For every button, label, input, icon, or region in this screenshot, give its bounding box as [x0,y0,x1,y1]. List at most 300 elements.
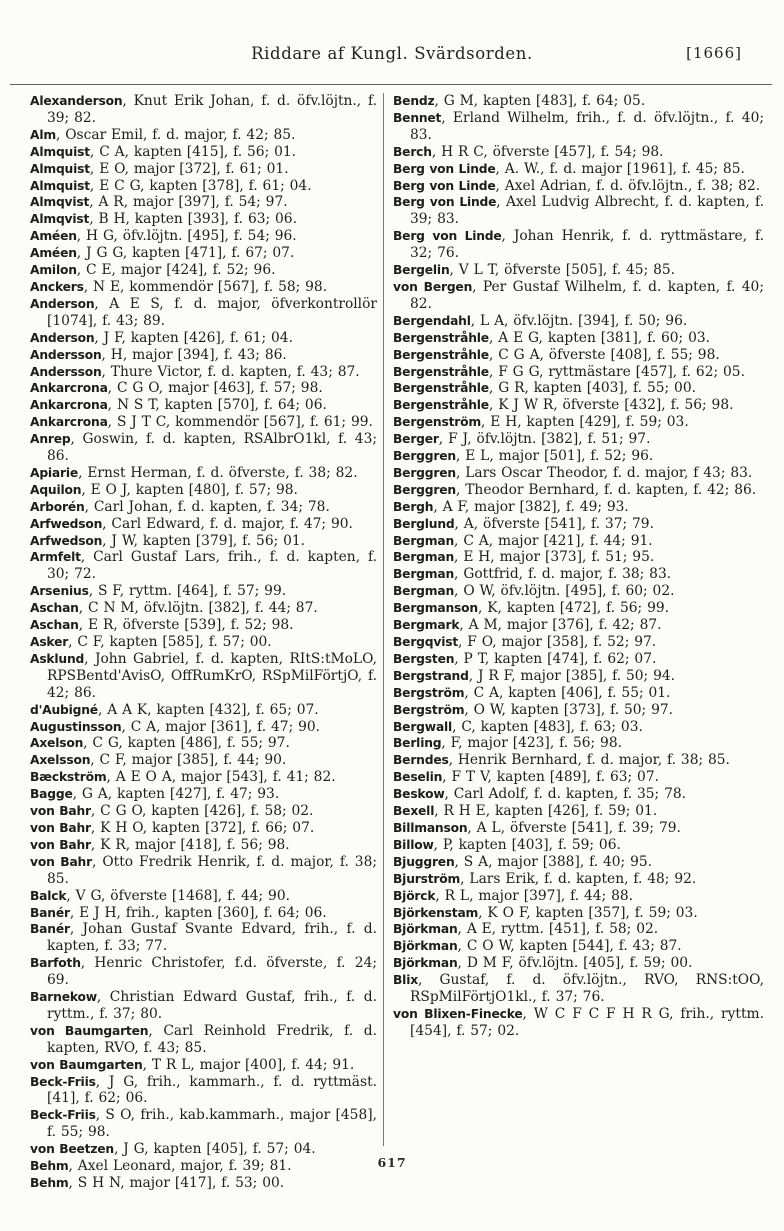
entry-details: , Per Gustaf Wilhelm, f. d. kapten, f. 40; 82. [410,278,764,312]
entry-surname: Bergmark [393,618,460,633]
entry-details: , F O, major [358], f. 52; 97. [458,634,657,650]
page-number: 617 [377,1155,407,1170]
entry-surname: Alm [30,127,56,142]
entry-surname: Apiarie [30,465,79,480]
entry-surname: Axelsson [30,753,91,768]
list-item [30,1107,377,1141]
entry-surname: von Beetzen [30,1142,114,1157]
entry-surname: Billow [393,837,434,852]
list-item [393,228,764,262]
entry-surname: Bergenström [393,415,481,430]
entry-details: , A L, öfverste [541], f. 39; 79. [467,819,681,836]
list-item [393,854,764,871]
entry-surname: Anderson [30,330,95,345]
list-item [393,837,764,854]
list-item [393,617,764,634]
list-item [30,1175,377,1192]
entry-surname: Beck-Friis [30,1108,96,1123]
list-item [30,769,377,786]
entry-surname: Armfelt [30,550,81,565]
list-item [393,938,764,955]
entry-surname: Bergqvist [393,635,459,649]
entry-details: , V L T, öfverste [505], f. 45; 85. [449,262,676,279]
list-item [393,735,764,752]
entry-surname: Billmanson [393,820,468,835]
entry-surname: Anderson [30,296,95,311]
list-item [30,888,377,905]
entry-surname: Blix [393,973,418,988]
list-item [393,955,764,972]
list-item [30,1023,377,1057]
entry-surname: Berg von Linde [393,229,502,244]
list-item [393,702,764,719]
entry-details: , E H, major [373], f. 51; 95. [454,549,655,566]
entry-details: , A R, major [397], f. 54; 97. [89,194,288,211]
list-item [393,668,764,685]
list-item [393,144,764,161]
entry-surname: Améen [30,246,77,261]
list-item [393,516,764,533]
entry-surname: Bergelin [393,263,450,278]
entry-surname: Berg von Linde [393,195,497,210]
entry-details: , A. W., f. d. major [1961], f. 45; 85. [495,160,745,177]
entry-surname: Ankarcrona [30,415,108,430]
entry-details: , B H, kapten [393], f. 63; 06. [89,211,297,228]
entry-surname: Bergenstråhle [393,364,489,379]
entry-surname: von Baumgarten [30,1023,149,1038]
list-item [393,921,764,938]
entry-details: , John Gabriel, f. d. kapten, RItS:tMoLO, RPSBentd'AvisO, OffRumKrO, RSpMilFörtjO, f. 42; 86. [47,650,377,701]
entry-details: , C N M, öfv.löjtn. [382], f. 44; 87. [78,600,318,617]
entry-details: , O W, kapten [373], f. 50; 97. [464,701,674,718]
list-item [393,600,764,617]
entry-details: , A M, major [376], f. 42; 87. [459,617,662,634]
list-item [30,600,377,617]
entry-surname: Arborén [30,499,85,514]
entry-surname: Bagge [30,787,73,802]
entry-details: , E O J, kapten [480], f. 57; 98. [81,481,298,498]
entry-details: , Otto Fredrik Henrik, f. d. major, f. 38; 85. [47,853,378,887]
entry-surname: Bergman [393,550,455,565]
entry-surname: Ankarcrona [30,398,108,413]
list-item [393,888,764,905]
page-reference: [1666] [686,44,742,62]
entry-surname: Bergh [393,499,434,514]
list-item [30,127,377,144]
list-item [393,803,764,820]
entry-surname: Banér [30,905,70,920]
list-item [30,262,377,279]
entry-details: , C G O, kapten [426], f. 58; 02. [90,803,314,820]
entry-details: , N E, kommendör [567], f. 58; 98. [83,278,328,295]
list-item [30,414,377,431]
entry-details: , Lars Erik, f. d. kapten, f. 48; 92. [460,870,697,887]
entry-surname: von Bahr [30,854,92,869]
entry-surname: Björkman [393,922,458,937]
entry-details: , P, kapten [403], f. 59; 06. [433,836,621,853]
entry-details: , C, kapten [483], f. 63; 03. [452,718,643,735]
entry-details: , Knut Erik Johan, f. d. öfv.löjtn., f. 39; 82. [47,93,377,126]
entry-details: , O W, öfv.löjtn. [495], f. 60; 02. [454,583,675,600]
entry-details: , Axel Adrian, f. d. öfv.löjtn., f. 38; 82. [495,177,761,194]
entry-details: , C E, major [424], f. 52; 96. [76,262,276,279]
list-item [393,110,764,144]
list-item [30,465,377,482]
entry-surname: Almqvist [30,195,90,210]
entry-details: , V G, öfverste [1468], f. 44; 90. [66,887,290,904]
entry-details: , Ernst Herman, f. d. öfverste, f. 38; 82. [78,464,358,481]
entry-surname: von Baumgarten [30,1057,143,1072]
entry-surname: Björkman [393,939,458,954]
list-item [30,499,377,516]
list-item [393,279,764,313]
list-item [393,465,764,482]
list-item [393,313,764,330]
header-rule [10,84,772,85]
entry-surname: Bendz [393,94,435,108]
entry-details: , F G G, ryttmästare [457], f. 62; 05. [488,363,745,380]
list-item [393,905,764,922]
entry-details: , Axel Ludvig Albrecht, f. d. kapten, f. 39; 83. [410,194,764,228]
entry-surname: Bergmanson [393,601,478,616]
list-item [30,347,377,364]
list-item [30,820,377,837]
entry-surname: Axelson [30,736,84,751]
entry-details: , D M F, öfv.löjtn. [405], f. 59; 00. [457,955,693,972]
list-item [393,93,764,110]
entry-details: , C F, kapten [585], f. 57; 00. [68,634,272,650]
list-item [30,330,377,347]
entry-details: , Theodor Bernhard, f. d. kapten, f. 42; 86. [455,481,757,498]
entry-details: , C G O, major [463], f. 57; 98. [107,380,323,397]
list-item [393,330,764,347]
entry-details: , J R F, major [385], f. 50; 94. [468,667,676,684]
entry-surname: Anckers [30,279,84,294]
entry-details: , E H, kapten [429], f. 59; 03. [481,414,689,431]
entry-details: , E R, öfverste [539], f. 52; 98. [78,617,294,634]
entry-details: , Axel Leonard, major, f. 39; 81. [68,1158,292,1175]
list-item [30,245,377,262]
list-item [393,786,764,803]
entry-details: , L A, öfv.löjtn. [394], f. 50; 96. [470,312,688,329]
entry-details: , Goswin, f. d. kapten, RSAlbrO1kl, f. 43; 86. [47,431,377,465]
entry-details: , G R, kapten [403], f. 55; 00. [488,380,696,397]
list-item [30,702,377,719]
list-item [30,533,377,550]
entry-details: , S H N, major [417], f. 53; 00. [68,1175,285,1191]
entry-surname: Berling [393,736,442,751]
entry-surname: Björkenstam [393,905,479,920]
list-item [30,583,377,600]
entry-details: , A, öfverste [541], f. 37; 79. [454,515,654,532]
entry-surname: Augustinsson [30,719,122,734]
list-item [30,397,377,414]
list-item [30,194,377,211]
list-item [30,989,377,1023]
entry-surname: Bergenstråhle [393,398,489,413]
entry-details: , S O, frih., kab.kammarh., major [458], f. 55; 98. [47,1107,377,1141]
entry-details: , F J, öfv.löjtn. [382], f. 51; 97. [438,431,651,448]
list-item [30,752,377,769]
entry-details: , C A, major [361], f. 47; 90. [121,718,321,735]
list-item [30,651,377,702]
entry-surname: Bjuggren [393,854,455,869]
entry-surname: Almqvist [30,212,90,227]
entry-surname: Bergman [393,584,455,599]
entry-surname: Bergstrand [393,668,469,683]
entry-details: , Christian Edward Gustaf, frih., f. d. ryttm., f. 37; 80. [47,989,377,1022]
entry-surname: Andersson [30,347,102,362]
entry-surname: Amilon [30,263,77,278]
entry-surname: Almquist [30,144,90,159]
entry-details: , Henrik Bernhard, f. d. major, f. 38; 85. [448,752,730,769]
list-item [393,1006,764,1040]
entry-details: , H, major [394], f. 43; 86. [101,346,287,363]
entry-details: , H G, öfv.löjtn. [495], f. 54; 96. [76,228,297,245]
entry-details: , J G, kapten [405], f. 57; 04. [113,1141,316,1158]
list-item [30,719,377,736]
entry-details: , Carl Gustaf Lars, frih., f. d. kapten, f. 30; 72. [47,549,377,583]
entry-surname: Balck [30,888,67,903]
running-title: Riddare af Kungl. Svärdsorden. [251,44,533,63]
entry-surname: Aschan [30,601,79,616]
entry-surname: Berndes [393,753,449,768]
list-item [30,617,377,634]
entry-surname: Almquist [30,178,90,193]
entry-surname: Berger [393,432,439,447]
entry-surname: Almquist [30,161,90,176]
page-footer [0,1152,784,1174]
entry-details: , A E S, f. d. major, öfverkontrollör [1074], f. 43; 89. [47,295,377,329]
list-item [393,533,764,550]
entry-surname: Björck [393,888,436,903]
entry-details: , Gustaf, f. d. öfv.löjtn., RVO, RNS:tOO, RSpMilFörtjO1kl., f. 37; 76. [410,972,764,1006]
entry-details: , Carl Edward, f. d. major, f. 47; 90. [102,515,353,532]
list-item [393,178,764,195]
entry-surname: von Bahr [30,804,91,819]
entry-surname: Bergström [393,702,465,717]
entry-details: , J G, frih., kammarh., f. d. ryttmäst. [41], f. 62; 06. [47,1073,377,1107]
entry-details: , Henric Christofer, f.d. öfverste, f. 24; 69. [47,955,377,989]
list-item [393,566,764,583]
entry-surname: von Blixen-Finecke [393,1006,523,1021]
entry-details: , Carl Johan, f. d. kapten, f. 34; 78. [84,498,330,515]
entry-details: , Johan Gustaf Svante Edvard, frih., f. d. kapten, f. 33; 77. [47,921,377,955]
entry-details: , R H E, kapten [426], f. 59; 01. [434,803,658,820]
list-item [393,634,764,651]
entry-surname: Berch [393,144,432,159]
list-item [393,499,764,516]
entry-surname: Berggren [393,449,456,464]
entry-surname: Arfwedson [30,533,103,548]
entry-surname: Bæckström [30,770,107,785]
entry-details: , F, major [423], f. 56; 98. [441,735,623,752]
entry-details: , C A, major [421], f. 44; 91. [454,532,653,549]
entry-details: , R L, major [397], f. 44; 88. [435,887,634,904]
entry-surname: Ankarcrona [30,381,108,396]
entry-details: , K R, major [418], f. 56; 98. [90,836,290,853]
entry-surname: Bergenstråhle [393,381,489,396]
entry-details: , Gottfrid, f. d. major, f. 38; 83. [454,566,672,583]
entry-surname: Arsenius [30,584,89,599]
entry-surname: Améen [30,229,77,244]
entry-details: , E C G, kapten [378], f. 61; 04. [89,177,312,194]
entry-surname: Berg von Linde [393,161,496,176]
entry-details: , C A, kapten [406], f. 55; 01. [464,684,671,701]
list-item [30,634,377,651]
entry-surname: Asker [30,635,69,649]
list-item [30,1057,377,1074]
entry-surname: Arfwedson [30,516,103,531]
entry-surname: Björkman [393,956,458,971]
list-item [393,769,764,786]
entry-surname: Behm [30,1159,69,1174]
list-item [30,803,377,820]
list-item [30,1074,377,1108]
list-item [393,871,764,888]
list-item [30,854,377,888]
entry-surname: Beskow [393,787,445,802]
entry-details: , Carl Reinhold Fredrik, f. d. kapten, RVO, f. 43; 85. [47,1022,377,1056]
entry-details: , J F, kapten [426], f. 61; 04. [94,329,293,346]
entry-surname: Berg von Linde [393,178,496,193]
entry-surname: Barnekow [30,990,97,1005]
entry-surname: Bergström [393,685,465,700]
entry-surname: Beselin [393,770,443,785]
list-item [393,414,764,431]
list-item [393,194,764,228]
list-item [393,347,764,364]
entry-details: , N S T, kapten [570], f. 64; 06. [107,397,327,414]
entry-surname: Bergwall [393,719,453,734]
entry-details: , Carl Adolf, f. d. kapten, f. 35; 78. [444,786,687,803]
entry-surname: Banér [30,922,70,937]
entry-surname: Bjurström [393,871,461,886]
entry-details: , S J T C, kommendör [567], f. 61; 99. [107,414,373,431]
entry-details: , C F, major [385], f. 44; 90. [90,752,287,769]
entry-details: , K, kapten [472], f. 56; 99. [477,600,670,617]
list-item [30,364,377,381]
list-item [393,364,764,381]
entry-details: , S A, major [388], f. 40; 95. [454,853,653,870]
entry-surname: Barfoth [30,956,81,971]
entry-surname: Aschan [30,618,79,633]
entry-surname: von Bahr [30,837,91,852]
entry-details: , G A, kapten [427], f. 47; 93. [72,786,280,803]
entry-surname: Bergenstråhle [393,330,489,345]
list-item [30,178,377,195]
entry-surname: Behm [30,1176,69,1190]
list-item [30,144,377,161]
list-item [30,837,377,854]
list-item [393,482,764,499]
entry-details: , F T V, kapten [489], f. 63; 07. [442,769,659,786]
list-item [30,228,377,245]
entry-surname: Anrep [30,432,71,447]
list-item [393,549,764,566]
list-item [30,921,377,955]
list-item [30,161,377,178]
list-item [30,93,377,127]
entry-details: , Johan Henrik, f. d. ryttmästare, f. 32; 76. [410,228,765,262]
entry-details: , E L, major [501], f. 52; 96. [455,448,654,465]
entry-surname: Berggren [393,482,456,497]
entry-details: , J G G, kapten [471], f. 67; 07. [76,245,295,262]
entry-details: , C O W, kapten [544], f. 43; 87. [457,938,682,955]
entry-details: , A F, major [382], f. 49; 93. [433,498,629,515]
list-item [393,820,764,837]
entry-details: , Erland Wilhelm, frih., f. d. öfv.löjtn., f. 40; 83. [410,109,764,143]
entry-details: , H R C, öfverste [457], f. 54; 98. [431,143,664,160]
list-item [30,955,377,989]
entry-surname: Andersson [30,364,102,379]
list-item [30,905,377,922]
list-item [393,752,764,769]
list-item [393,380,764,397]
entry-details: , C A, kapten [415], f. 56; 01. [89,143,297,160]
entry-details: , C G A, öfverste [408], f. 55; 98. [488,346,720,363]
list-item [30,431,377,465]
entry-details: , T R L, major [400], f. 44; 91. [142,1056,355,1073]
entry-surname: Berglund [393,516,455,531]
entry-details: , J W, kapten [379], f. 56; 01. [102,532,306,549]
entry-details: , P T, kapten [474], f. 62; 07. [454,650,657,667]
entry-details: , G M, kapten [483], f. 64; 05. [434,93,646,109]
list-item [30,786,377,803]
entry-details: , E O, major [372], f. 61; 01. [89,160,289,177]
list-item [393,685,764,702]
list-item [30,296,377,330]
list-item [30,482,377,499]
list-item [393,161,764,178]
entry-surname: Bergenstråhle [393,347,489,362]
list-item [30,735,377,752]
list-item [30,549,377,583]
list-item [393,262,764,279]
list-item [393,583,764,600]
entry-details: , C G, kapten [486], f. 55; 97. [83,735,290,752]
entry-details: , Lars Oscar Theodor, f. d. major, f 43; 83. [455,464,753,481]
list-item [393,431,764,448]
right-column [384,93,764,1153]
entry-surname: von Bergen [393,279,473,294]
list-item [393,972,764,1006]
left-column [30,93,378,1191]
entry-details: , E J H, frih., kapten [360], f. 64; 06. [69,904,327,921]
list-item [30,211,377,228]
entry-details: , S F, ryttm. [464], f. 57; 99. [88,583,287,600]
list-item [30,516,377,533]
entry-surname: Alexanderson [30,94,123,108]
entry-surname: Bexell [393,804,435,819]
entry-details: , K H O, kapten [372], f. 66; 07. [90,819,315,836]
entry-details: , A A K, kapten [432], f. 65; 07. [97,701,319,718]
list-item [30,380,377,397]
entry-surname: von Bahr [30,820,91,835]
entry-details: , A E, ryttm. [451], f. 58; 02. [457,921,659,938]
entry-surname: Bennet [393,110,442,125]
list-item [393,448,764,465]
entry-surname: Beck-Friis [30,1074,96,1089]
page-header [0,44,784,70]
entry-surname: Aquilon [30,482,82,497]
entry-surname: Berggren [393,465,456,480]
entry-details: , K J W R, öfverste [432], f. 56; 98. [488,397,734,414]
list-item [393,397,764,414]
list-item [393,651,764,668]
list-item [393,719,764,736]
entry-surname: Bergsten [393,651,455,666]
